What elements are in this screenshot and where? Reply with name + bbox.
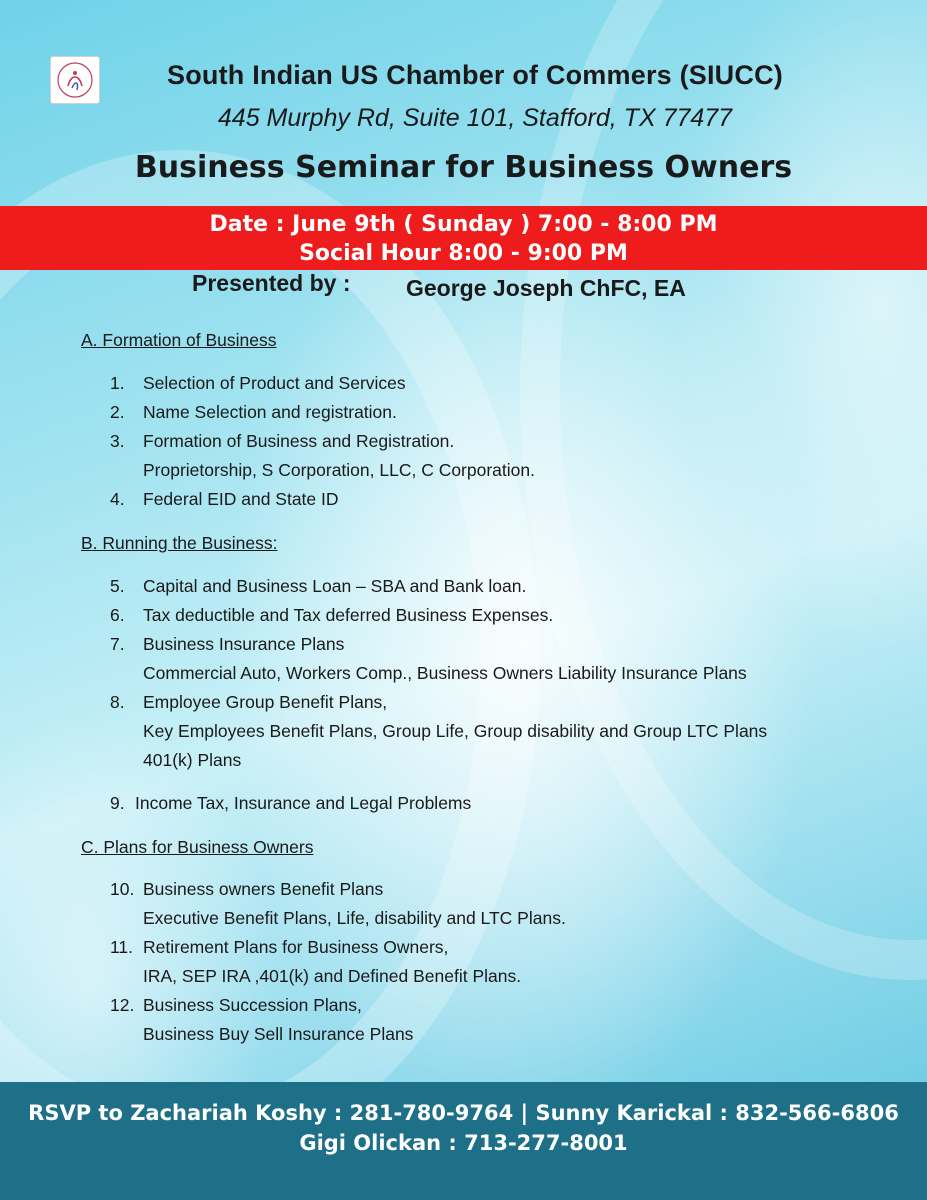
- item-text: Selection of Product and Services: [143, 373, 406, 393]
- item-number: 12.: [110, 995, 135, 1015]
- item-number: 8.: [110, 692, 125, 712]
- item-number: 2.: [110, 402, 125, 422]
- item-number: 5.: [110, 576, 125, 596]
- item-detail: IRA, SEP IRA ,401(k) and Defined Benefit Plans.: [143, 966, 522, 986]
- item-detail: 401(k) Plans: [143, 750, 242, 770]
- section-heading-c: C. Plans for Business Owners: [81, 837, 314, 857]
- background-swirl: [520, 0, 927, 980]
- item-text: Federal EID and State ID: [143, 489, 339, 509]
- item-number: 1.: [110, 373, 125, 393]
- item-detail: Key Employees Benefit Plans, Group Life, Group disability and Group LTC Plans: [143, 721, 768, 741]
- item-text: Employee Group Benefit Plans,: [143, 692, 388, 712]
- item-detail: Proprietorship, S Corporation, LLC, C Corporation.: [143, 460, 535, 480]
- item-number: 6.: [110, 605, 125, 625]
- rsvp-contacts-line: RSVP to Zachariah Koshy : 281-780-9764 | Sunny Karickal : 832-566-6806: [28, 1101, 899, 1125]
- rsvp-footer: [0, 1082, 927, 1200]
- presenter-label: Presented by :: [192, 270, 351, 296]
- item-detail: Business Buy Sell Insurance Plans: [143, 1024, 414, 1044]
- presenter-name: George Joseph ChFC, EA: [406, 275, 686, 301]
- item-text: Business Succession Plans,: [143, 995, 362, 1015]
- presenter-row: [0, 268, 927, 304]
- item-number: 7.: [110, 634, 125, 654]
- section-heading-a: A. Formation of Business: [81, 330, 277, 350]
- item-text: Business owners Benefit Plans: [143, 879, 384, 899]
- item-number: 10.: [110, 879, 135, 899]
- item-detail: Executive Benefit Plans, Life, disability and LTC Plans.: [143, 908, 566, 928]
- item-text: Capital and Business Loan – SBA and Bank loan.: [143, 576, 527, 596]
- item-text: Formation of Business and Registration.: [143, 431, 455, 451]
- chamber-logo-icon-graphic: [55, 60, 95, 100]
- organization-address: 445 Murphy Rd, Suite 101, Stafford, TX 77477: [217, 104, 733, 132]
- item-text: Retirement Plans for Business Owners,: [143, 937, 449, 957]
- item-number: 9.: [110, 793, 125, 813]
- organization-title: South Indian US Chamber of Commers (SIUCC): [167, 60, 783, 90]
- event-date: Date : June 9th ( Sunday ) 7:00 - 8:00 PM: [209, 212, 718, 237]
- item-number: 11.: [110, 937, 134, 957]
- chamber-logo-icon: [50, 56, 100, 104]
- social-hour: Social Hour 8:00 - 9:00 PM: [299, 241, 628, 266]
- item-number: 3.: [110, 431, 125, 451]
- rsvp-contact-gigi: Gigi Olickan : 713-277-8001: [299, 1131, 628, 1155]
- item-detail: Commercial Auto, Workers Comp., Business Owners Liability Insurance Plans: [143, 663, 747, 683]
- event-time-banner: [0, 206, 927, 270]
- item-text: Business Insurance Plans: [143, 634, 345, 654]
- item-number: 4.: [110, 489, 125, 509]
- item-text: Name Selection and registration.: [143, 402, 397, 422]
- item-text: Income Tax, Insurance and Legal Problems: [135, 793, 472, 813]
- section-heading-b: B. Running the Business:: [81, 533, 278, 553]
- seminar-title: Business Seminar for Business Owners: [134, 150, 793, 185]
- item-text: Tax deductible and Tax deferred Business Expenses.: [143, 605, 554, 625]
